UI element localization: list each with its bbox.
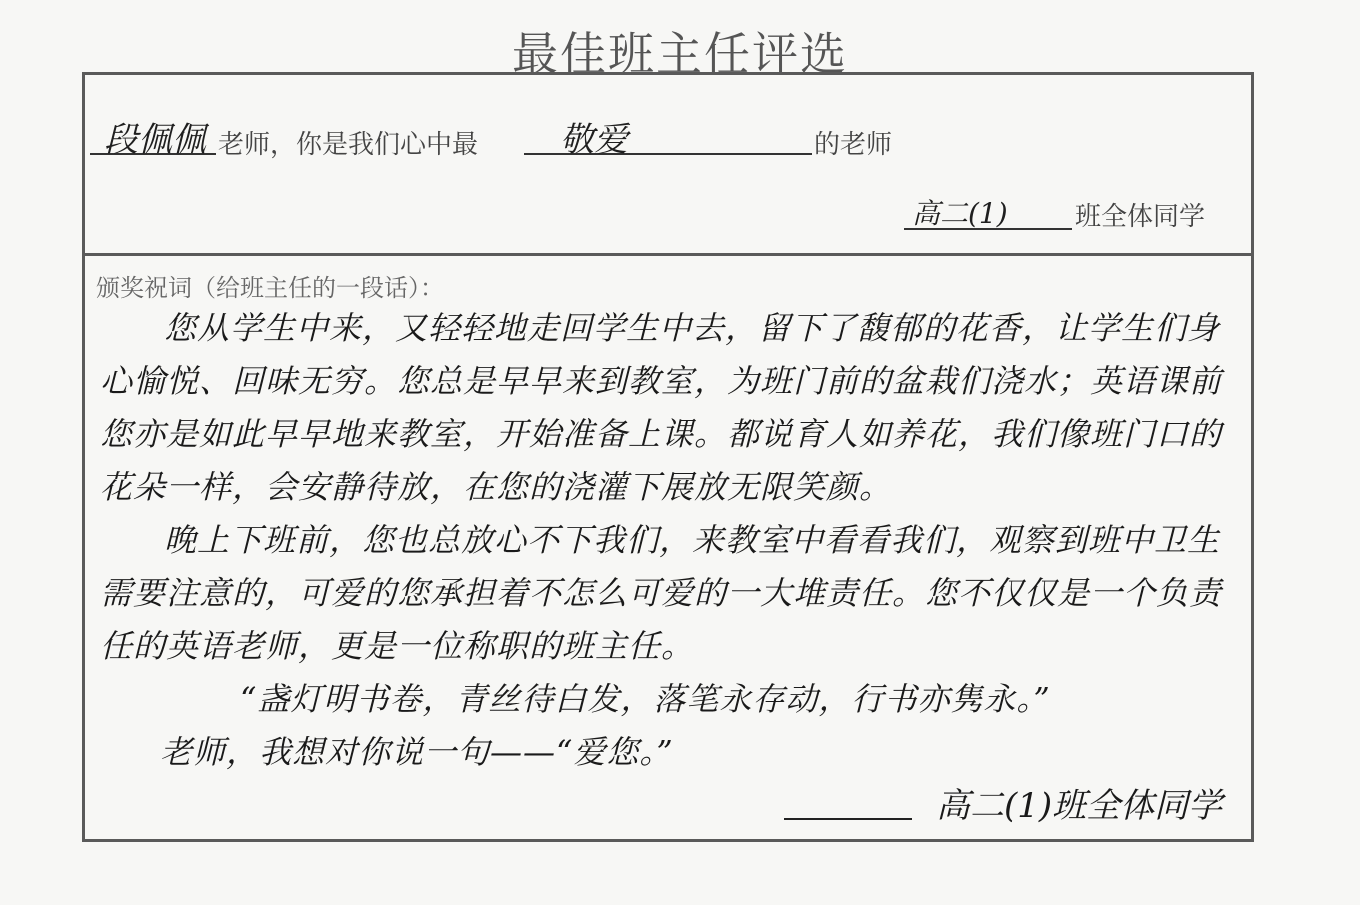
adjective-value: 敬爱 <box>560 120 628 160</box>
nomination-text-middle: 老师，你是我们心中最 <box>218 130 479 160</box>
award-speech <box>100 302 1240 779</box>
teacher-name: 段佩佩 <box>104 120 206 160</box>
signature: 高二(1)班全体同学 <box>936 786 1223 826</box>
speech-paragraph-2: 晚上下班前，您也总放心不下我们，来教室中看看我们，观察到班中卫生需要注意的，可爱的您承担着不怎么可爱的一大堆责任。您不仅仅是一个负责任的英语老师，更是一位称职的班主任。 <box>100 521 1223 665</box>
speech-closing: 老师，我想对你说一句——“爱您。” <box>160 733 674 771</box>
award-prompt: 颁奖祝词（给班主任的一段话）： <box>96 274 444 302</box>
class-suffix: 班全体同学 <box>1075 202 1206 232</box>
class-name: 高二(1) <box>912 197 1008 230</box>
form-title: 最佳班主任评选 <box>512 27 848 81</box>
speech-paragraph-1: 您从学生中来，又轻轻地走回学生中去，留下了馥郁的花香，让学生们身心愉悦、回味无穷。您总是早早来到教室，为班门前的盆栽们浇水；英语课前您亦是如此早早地来教室，开始准备上课。都说育人如养花，我们像班门口的花朵一样，会安静待放，在您的浇灌下展放无限笑颜。 <box>100 309 1223 506</box>
section-divider <box>82 253 1254 256</box>
signature-dash <box>784 818 912 820</box>
nomination-text-end: 的老师 <box>814 130 893 160</box>
speech-quote: “盏灯明书卷，青丝待白发，落笔永存动，行书亦隽永。” <box>240 680 1051 718</box>
